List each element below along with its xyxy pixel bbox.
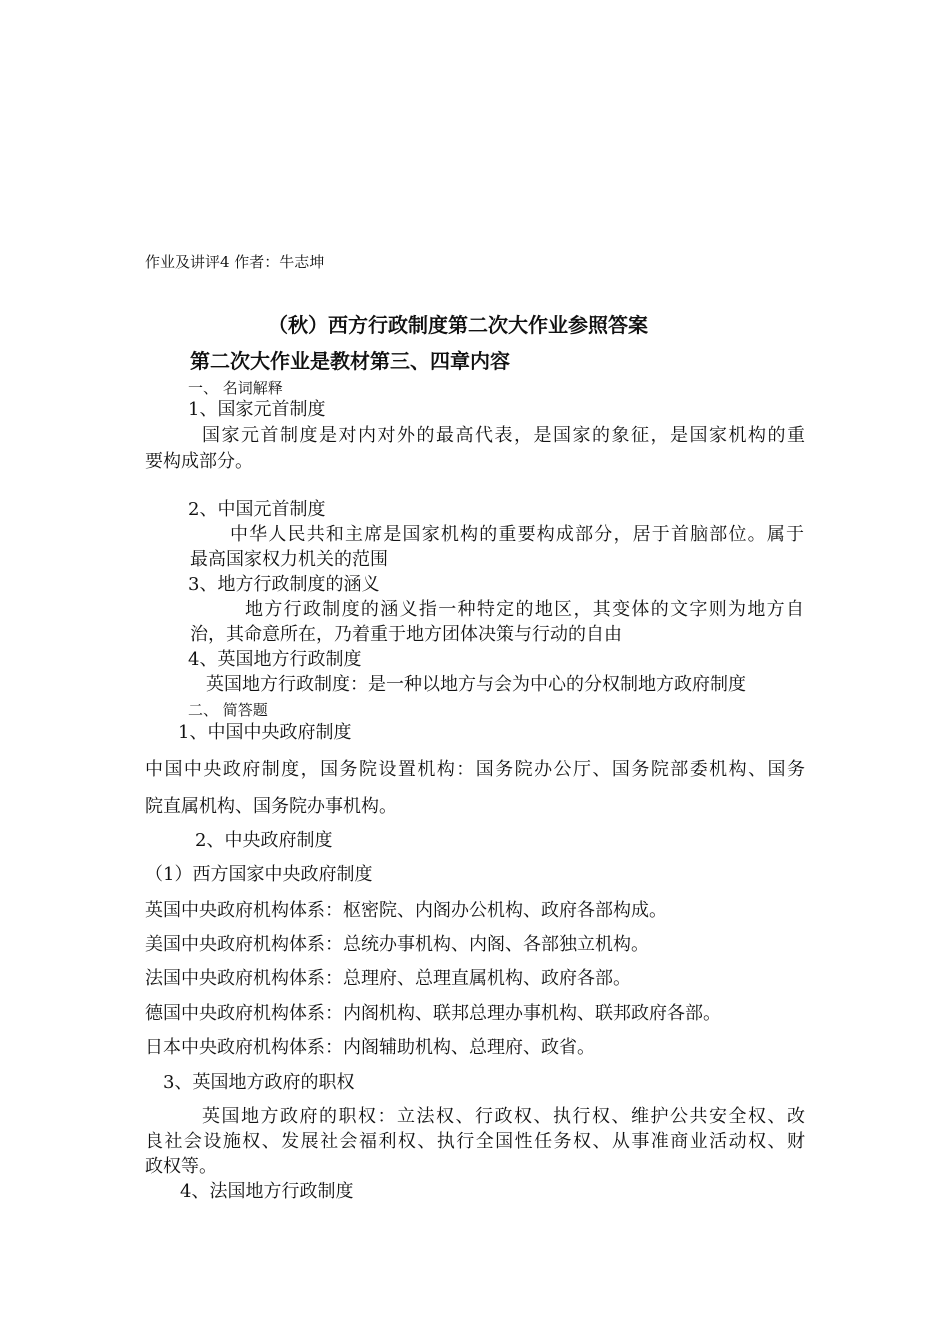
paragraph-line: 中国中央政府制度，国务院设置机构：国务院办公厅、国务院部委机构、国务 — [145, 759, 805, 780]
item-label: 2、中央政府制度 — [195, 830, 333, 851]
paragraph-line: 德国中央政府机构体系：内阁机构、联邦总理办事机构、联邦政府各部。 — [145, 1003, 721, 1024]
document-subtitle: 第二次大作业是教材第三、四章内容 — [190, 349, 510, 373]
paragraph-line: 英国中央政府机构体系：枢密院、内阁办公机构、政府各部构成。 — [145, 900, 667, 921]
paragraph-line: 最高国家权力机关的范围 — [190, 549, 388, 570]
item-label: 4、英国地方行政制度 — [188, 649, 362, 670]
item-label: 3、地方行政制度的涵义 — [188, 574, 380, 595]
sub-item-label: （1）西方国家中央政府制度 — [145, 864, 373, 885]
item-label: 3、英国地方政府的职权 — [163, 1072, 355, 1093]
paragraph-line: 治，其命意所在，乃着重于地方团体决策与行动的自由 — [190, 624, 622, 645]
paragraph-line: 院直属机构、国务院办事机构。 — [145, 796, 397, 817]
paragraph-line: 日本中央政府机构体系：内阁辅助机构、总理府、政省。 — [145, 1037, 595, 1058]
section-heading-terms: 一、 名词解释 — [188, 379, 283, 397]
item-label: 4、法国地方行政制度 — [180, 1181, 354, 1202]
paragraph-line: 美国中央政府机构体系：总统办事机构、内阁、各部独立机构。 — [145, 934, 649, 955]
paragraph-line: 英国地方行政制度：是一种以地方与会为中心的分权制地方政府制度 — [206, 674, 746, 695]
paragraph-line: 中华人民共和主席是国家机构的重要构成部分，居于首脑部位。属于 — [230, 524, 804, 545]
item-label: 1、国家元首制度 — [188, 399, 326, 420]
paragraph-line: 法国中央政府机构体系：总理府、总理直属机构、政府各部。 — [145, 968, 631, 989]
paragraph-line: 良社会设施权、发展社会福利权、执行全国性任务权、从事准商业活动权、财 — [145, 1131, 805, 1152]
paragraph-line: 国家元首制度是对内对外的最高代表，是国家的象征，是国家机构的重 — [202, 425, 805, 446]
item-label: 1、中国中央政府制度 — [178, 722, 352, 743]
paragraph-line: 地方行政制度的涵义指一种特定的地区，其变体的文字则为地方自 — [245, 599, 804, 620]
header-byline: 作业及讲评4 作者：牛志坤 — [145, 253, 325, 271]
item-label: 2、中国元首制度 — [188, 499, 326, 520]
paragraph-line: 要构成部分。 — [145, 451, 253, 472]
document-title: （秋）西方行政制度第二次大作业参照答案 — [268, 313, 648, 337]
section-heading-short-answer: 二、 简答题 — [188, 701, 268, 719]
paragraph-line: 英国地方政府的职权：立法权、行政权、执行权、维护公共安全权、改 — [202, 1106, 805, 1127]
paragraph-line: 政权等。 — [145, 1156, 217, 1177]
